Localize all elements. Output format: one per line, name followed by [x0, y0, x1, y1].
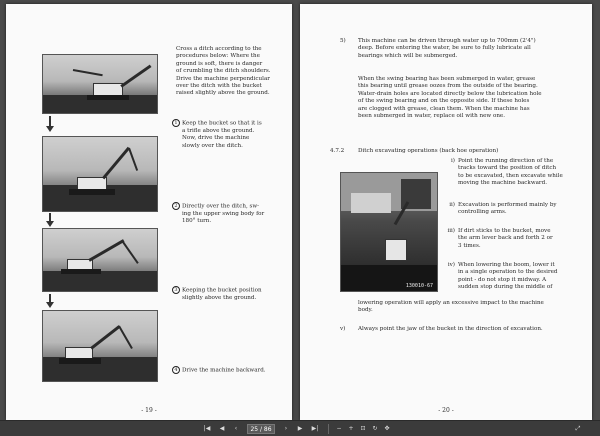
pan-button[interactable]: ✥	[384, 425, 390, 432]
step-4-line: Drive the machine backward.	[182, 367, 266, 374]
step-2-line: 180° turn.	[182, 218, 212, 225]
item-iv-num: iv)	[447, 262, 455, 268]
item-5	[340, 38, 586, 60]
photo-caption: 130010-67	[405, 283, 433, 289]
item-iii-line: 3 times.	[458, 242, 481, 249]
swing-line: When the swing bearing has been submerged in water, grease	[358, 76, 536, 82]
next-page-button[interactable]: ▶	[297, 425, 303, 432]
item-5-line: bearings which will be submerged.	[358, 52, 458, 59]
item-iv-cont-line: body.	[358, 307, 373, 314]
swing-line: been submerged in water, replace oil with new one.	[358, 113, 506, 120]
zoom-out-button[interactable]: −	[336, 425, 342, 432]
step-2-line: Directly over the ditch, sw-	[182, 203, 260, 210]
intro-line: over the ditch with the bucket	[176, 83, 262, 90]
arrow-2-head	[46, 221, 54, 227]
step-number-2: 2	[172, 202, 180, 210]
item-i	[444, 158, 586, 188]
item-i-line: tracks toward the position of ditch	[458, 165, 557, 172]
item-5-line: This machine can be driven through water up to 700mm (2'4")	[358, 38, 536, 44]
excavator-photo-2	[42, 136, 158, 212]
last-page-button[interactable]: ▶|	[311, 425, 319, 432]
intro-line: Cross a ditch according to the	[176, 46, 262, 52]
item-iv-line: sudden stop during the middle of	[458, 284, 553, 291]
item-ii-line: Excavation is performed mainly by	[458, 202, 557, 208]
item-iii-line: If dirt sticks to the bucket, move	[458, 228, 551, 234]
step-1-line: Now, drive the machine	[182, 135, 250, 142]
fullscreen-button[interactable]: ⤢	[575, 425, 581, 432]
item-iii-num: iii)	[447, 228, 455, 234]
toolbar-divider	[328, 424, 329, 434]
excavator-photo-4	[42, 310, 158, 382]
swing-line: Water-drain holes are located directly below the lubrication hole	[358, 90, 542, 97]
section-number: 4.7.2	[330, 148, 345, 154]
arrow-2	[49, 213, 51, 221]
item-5-line: deep. Before entering the water, be sure to fully lubricate all	[358, 45, 531, 52]
excavator-photo-1	[42, 54, 158, 114]
viewer-toolbar	[0, 420, 600, 436]
arrow-3-head	[46, 302, 54, 308]
item-i-line: Point the running direction of the	[458, 158, 554, 164]
ditch-excavation-photo	[340, 172, 438, 292]
page-indicator-input[interactable]: 25 / 86	[247, 424, 275, 434]
left-page	[6, 4, 292, 420]
item-5-num: 5)	[340, 38, 346, 44]
step-number-3: 3	[172, 286, 180, 294]
step-3-line: Keeping the bucket position	[182, 287, 262, 294]
intro-line: procedures below: Where the	[176, 53, 260, 60]
prev-button-2[interactable]: ‹	[234, 425, 238, 432]
step-number-4: 4	[172, 366, 180, 374]
step-1-line: slowly over the ditch.	[182, 142, 243, 149]
section-heading	[330, 148, 586, 155]
item-v-text: Always point the jaw of the bucket in the direction of excavation.	[358, 326, 543, 332]
first-page-button[interactable]: |◀	[203, 425, 211, 432]
item-iv-line: point - do not stop it midway. A	[458, 276, 547, 283]
arrow-1-head	[46, 126, 54, 132]
next-button-2[interactable]: ›	[284, 425, 288, 432]
item-iv-continuation	[358, 300, 588, 315]
step-1-line: a trifle above the ground.	[182, 127, 255, 134]
step-1	[172, 119, 288, 150]
step-2	[172, 202, 288, 226]
step-3	[172, 286, 288, 302]
page-number-right: - 20 -	[438, 407, 454, 414]
item-i-line: moving the machine backward.	[458, 180, 547, 187]
step-4	[172, 366, 288, 375]
step-1-line: Keep the bucket so that it is	[182, 120, 262, 127]
item-v-num: v)	[340, 326, 346, 332]
item-iii	[444, 228, 586, 250]
rotate-button[interactable]: ↻	[372, 425, 378, 432]
item-ii-line: controlling arms.	[458, 209, 507, 216]
item-i-num: i)	[451, 158, 455, 164]
section-title: Ditch excavating operations (back hoe operation)	[358, 148, 499, 154]
item-iv-cont-line: lowering operation will apply an excessive impact to the machine	[358, 300, 544, 306]
intro-text	[176, 46, 288, 98]
swing-line: of the swing bearing and on the opposite side. If these holes	[358, 98, 530, 105]
swing-line: this bearing until grease oozes from the outside of the bearing.	[358, 83, 538, 90]
intro-line: ground is soft, there is danger	[176, 60, 263, 67]
step-2-line: ing the upper swing body for	[182, 210, 265, 217]
item-ii	[444, 202, 586, 217]
right-page	[300, 4, 592, 420]
excavator-photo-3	[42, 228, 158, 292]
item-iv	[444, 262, 586, 292]
item-i-line: to be excavated, then excavate while	[458, 172, 563, 179]
swing-paragraph	[358, 76, 588, 120]
item-iii-line: the arm lever back and forth 2 or	[458, 235, 553, 242]
page-number-left: - 19 -	[141, 407, 157, 414]
step-number-1: 1	[172, 119, 180, 127]
item-ii-num: ii)	[449, 202, 455, 208]
intro-line: Drive the machine perpendicular	[176, 75, 270, 82]
arrow-1	[49, 116, 51, 126]
fit-page-button[interactable]: ⊡	[360, 425, 366, 432]
prev-page-button[interactable]: ◀	[219, 425, 225, 432]
intro-line: raised slightly above the ground.	[176, 90, 270, 97]
swing-line: are clogged with grease, clean them. When the machine has	[358, 105, 530, 112]
intro-line: of crumbling the ditch shoulders.	[176, 68, 271, 75]
item-iv-line: in a single operation to the desired	[458, 269, 558, 276]
item-v	[340, 326, 586, 333]
arrow-3	[49, 294, 51, 302]
step-3-line: slightly above the ground.	[182, 294, 257, 301]
zoom-in-button[interactable]: +	[348, 425, 354, 432]
item-iv-line: When lowering the boom, lower it	[458, 262, 555, 268]
